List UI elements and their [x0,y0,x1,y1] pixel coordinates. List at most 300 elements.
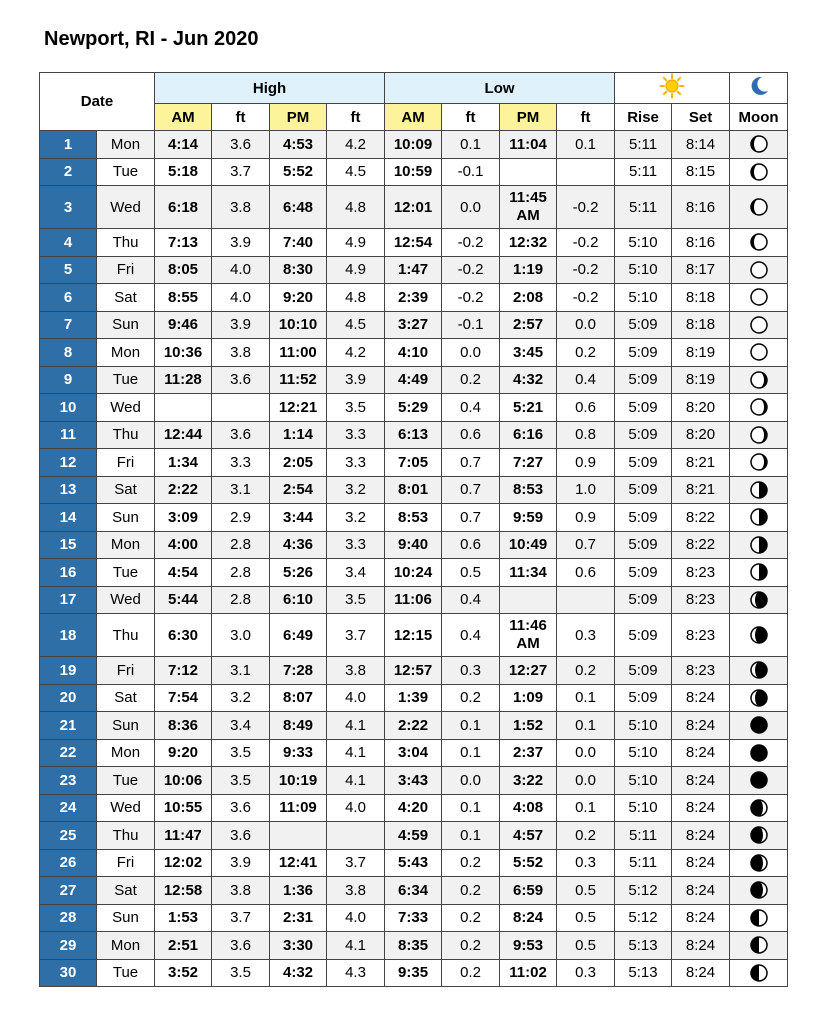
high-pm-height: 3.8 [327,877,385,905]
low-am-height: 0.1 [442,794,500,822]
moon-phase-waxing-crescent-icon [749,232,769,252]
low-pm-time: 5:21 [500,394,557,422]
high-pm-time: 7:40 [270,229,327,257]
high-pm-time: 11:52 [270,366,327,394]
low-am-header: AM [385,104,442,131]
low-pm-time-line: 11:45 [509,189,547,206]
sunrise: 5:09 [615,504,672,532]
table-row [40,158,788,186]
low-pm-height: 0.2 [557,822,615,850]
table-row [40,932,788,960]
low-am-time: 10:09 [385,131,442,159]
sunset: 8:24 [672,932,730,960]
day-of-week: Sun [97,504,155,532]
day-of-week: Tue [97,767,155,795]
moon-phase-waning-crescent-icon [749,452,769,472]
moon-phase-full-icon [749,770,769,790]
low-am-height: 0.6 [442,421,500,449]
low-am-height: 0.6 [442,531,500,559]
low-am-height: 0.7 [442,504,500,532]
high-am-height: 3.5 [212,739,270,767]
sunrise: 5:10 [615,256,672,284]
low-pm-time-suffix: AM [516,635,540,652]
high-am-time: 4:00 [155,531,212,559]
sunset: 8:18 [672,311,730,339]
high-am-time: 12:44 [155,421,212,449]
low-pm-height: 0.0 [557,739,615,767]
high-pm-time: 10:10 [270,311,327,339]
table-row [40,284,788,312]
sunset: 8:15 [672,158,730,186]
table-row [40,449,788,477]
high-pm-time: 1:36 [270,877,327,905]
high-am-height: 3.0 [212,614,270,657]
high-pm-height: 3.2 [327,504,385,532]
sunrise: 5:09 [615,684,672,712]
low-pm-header: PM [500,104,557,131]
high-am-height: 3.6 [212,421,270,449]
low-am-time: 5:29 [385,394,442,422]
sunset: 8:22 [672,504,730,532]
moon-phase [730,794,788,822]
day-of-week: Mon [97,932,155,960]
high-header: High [155,73,385,104]
date-number: 18 [40,614,97,657]
low-am-time: 12:01 [385,186,442,229]
high-pm-time: 12:21 [270,394,327,422]
sunset: 8:16 [672,186,730,229]
high-pm-height: 4.0 [327,794,385,822]
date-number: 21 [40,712,97,740]
low-am-height: -0.2 [442,284,500,312]
sunset: 8:17 [672,256,730,284]
low-am-height: 0.1 [442,131,500,159]
low-am-time: 3:04 [385,739,442,767]
high-am-time: 10:36 [155,339,212,367]
high-am-height: 3.4 [212,712,270,740]
sunset: 8:23 [672,657,730,685]
moon-phase [730,229,788,257]
high-am-height: 3.6 [212,131,270,159]
moon-phase [730,284,788,312]
low-pm-height: 0.1 [557,712,615,740]
low-am-height: -0.2 [442,229,500,257]
low-pm-height: 0.9 [557,504,615,532]
date-number: 23 [40,767,97,795]
low-am-height: 0.2 [442,932,500,960]
high-am-height: 3.6 [212,366,270,394]
high-pm-height: 3.7 [327,849,385,877]
low-pm-time: 10:49 [500,531,557,559]
low-am-time: 9:35 [385,959,442,987]
sunrise: 5:09 [615,531,672,559]
date-number: 17 [40,586,97,614]
day-of-week: Mon [97,739,155,767]
sunrise: 5:09 [615,366,672,394]
moon-phase-waning-crescent-icon [749,370,769,390]
date-number: 1 [40,131,97,159]
low-am-time: 1:39 [385,684,442,712]
low-am-time: 8:53 [385,504,442,532]
moon-phase [730,366,788,394]
moon-phase-waxing-crescent-icon [749,134,769,154]
day-of-week: Wed [97,394,155,422]
moon-phase-waxing-gibbous-icon [749,625,769,645]
high-pm-height: 3.3 [327,421,385,449]
moon-phase [730,712,788,740]
sunrise: 5:11 [615,849,672,877]
low-header: Low [385,73,615,104]
high-am-time: 6:30 [155,614,212,657]
moon-header-icon-cell [730,73,788,104]
high-am-time: 1:53 [155,904,212,932]
sunrise: 5:12 [615,877,672,905]
low-am-time: 12:54 [385,229,442,257]
sunrise: 5:09 [615,311,672,339]
moon-phase [730,822,788,850]
high-pm-time: 10:19 [270,767,327,795]
high-pm-time: 6:49 [270,614,327,657]
high-pm-height: 4.1 [327,932,385,960]
sunset: 8:14 [672,131,730,159]
low-pm-height: 0.1 [557,684,615,712]
low-pm-time: 7:27 [500,449,557,477]
moon-phase-full-icon [749,715,769,735]
sunrise: 5:13 [615,932,672,960]
sunset: 8:24 [672,877,730,905]
high-am-time: 8:36 [155,712,212,740]
low-pm-height: 0.4 [557,366,615,394]
low-am-height: -0.2 [442,256,500,284]
high-am-time: 8:05 [155,256,212,284]
moon-phase [730,849,788,877]
moon-phase [730,158,788,186]
day-of-week: Fri [97,256,155,284]
day-of-week: Sat [97,684,155,712]
sunrise: 5:11 [615,158,672,186]
sunset: 8:22 [672,531,730,559]
high-pm-height: 3.5 [327,586,385,614]
low-pm-height: 0.3 [557,959,615,987]
sunrise: 5:09 [615,449,672,477]
moon-phase-new-icon [749,287,769,307]
date-number: 24 [40,794,97,822]
high-pm-height: 3.9 [327,366,385,394]
moon-phase-first-quarter-icon [749,562,769,582]
low-pm-height: -0.2 [557,256,615,284]
rise-header: Rise [615,104,672,131]
day-of-week: Wed [97,186,155,229]
sunset: 8:21 [672,476,730,504]
day-of-week: Sat [97,284,155,312]
low-pm-time: 9:53 [500,932,557,960]
high-pm-height: 4.8 [327,186,385,229]
moon-phase [730,767,788,795]
high-pm-height: 4.0 [327,684,385,712]
crescent-moon-icon [747,74,771,98]
high-pm-time: 6:48 [270,186,327,229]
sunrise: 5:09 [615,586,672,614]
low-am-time: 12:57 [385,657,442,685]
low-pm-time: 6:59 [500,877,557,905]
low-am-time: 3:43 [385,767,442,795]
high-pm-height: 4.9 [327,256,385,284]
low-pm-time [500,586,557,614]
high-am-height: 3.7 [212,904,270,932]
moon-phase [730,256,788,284]
high-pm-height: 3.4 [327,559,385,587]
high-pm-time: 8:30 [270,256,327,284]
high-pm-height: 4.0 [327,904,385,932]
high-am-time [155,394,212,422]
table-row [40,959,788,987]
moon-phase [730,504,788,532]
sunset: 8:23 [672,614,730,657]
sunset: 8:24 [672,904,730,932]
high-am-time: 5:44 [155,586,212,614]
sunrise: 5:10 [615,229,672,257]
date-number: 5 [40,256,97,284]
sun-header [615,73,730,104]
high-pm-time: 4:36 [270,531,327,559]
day-of-week: Sun [97,311,155,339]
moon-phase-waxing-crescent-icon [749,162,769,182]
low-am-height: 0.2 [442,684,500,712]
moon-phase [730,186,788,229]
date-number: 2 [40,158,97,186]
high-pm-height: 4.2 [327,339,385,367]
high-pm-height: 4.5 [327,158,385,186]
moon-phase-waxing-gibbous-icon [749,688,769,708]
sunset: 8:24 [672,959,730,987]
low-pm-time: 11:34 [500,559,557,587]
high-pm-time: 2:05 [270,449,327,477]
date-number: 28 [40,904,97,932]
sunset: 8:19 [672,339,730,367]
date-number: 9 [40,366,97,394]
low-pm-height: 0.0 [557,767,615,795]
low-pm-time: 5:52 [500,849,557,877]
low-pm-time: 4:32 [500,366,557,394]
high-pm-height: 3.3 [327,531,385,559]
low-am-time: 10:24 [385,559,442,587]
low-am-height: 0.3 [442,657,500,685]
low-am-height: 0.0 [442,186,500,229]
day-of-week: Tue [97,158,155,186]
low-am-time: 9:40 [385,531,442,559]
high-am-height: 3.5 [212,767,270,795]
low-am-height: 0.0 [442,767,500,795]
low-pm-time: 2:37 [500,739,557,767]
sunrise: 5:09 [615,339,672,367]
date-number: 22 [40,739,97,767]
moon-phase [730,531,788,559]
high-am-time: 11:47 [155,822,212,850]
table-row [40,339,788,367]
table-row [40,684,788,712]
low-pm-time: 6:16 [500,421,557,449]
moon-phase-waxing-gibbous-icon [749,590,769,610]
high-am-height [212,394,270,422]
low-pm-time: 11:02 [500,959,557,987]
date-number: 11 [40,421,97,449]
high-am-time: 10:06 [155,767,212,795]
moon-phase-waning-crescent-icon [749,425,769,445]
table-row [40,849,788,877]
low-am-height: 0.0 [442,339,500,367]
sunset: 8:16 [672,229,730,257]
moon-phase [730,586,788,614]
low-pm-time: 1:09 [500,684,557,712]
sunrise: 5:09 [615,476,672,504]
table-row [40,421,788,449]
low-am-height: 0.2 [442,366,500,394]
high-am-time: 7:12 [155,657,212,685]
high-am-time: 9:20 [155,739,212,767]
high-pm-time: 9:33 [270,739,327,767]
table-row [40,767,788,795]
date-number: 7 [40,311,97,339]
low-am-height: -0.1 [442,158,500,186]
moon-phase-waning-gibbous-icon [749,825,769,845]
sunrise: 5:12 [615,904,672,932]
high-am-height: 3.8 [212,877,270,905]
day-of-week: Sun [97,712,155,740]
high-am-time: 11:28 [155,366,212,394]
high-pm-time: 2:31 [270,904,327,932]
low-pm-height: 0.2 [557,657,615,685]
high-pm-time: 8:49 [270,712,327,740]
low-am-time: 10:59 [385,158,442,186]
sunset: 8:19 [672,366,730,394]
low-am-height: 0.2 [442,959,500,987]
high-am-time: 3:52 [155,959,212,987]
high-am-time: 7:13 [155,229,212,257]
high-am-time: 3:09 [155,504,212,532]
date-number: 16 [40,559,97,587]
day-of-week: Tue [97,559,155,587]
low-pm-time: 12:27 [500,657,557,685]
day-of-week: Tue [97,366,155,394]
low-am-time: 4:59 [385,822,442,850]
low-am-time: 11:06 [385,586,442,614]
low-pm-height: 0.3 [557,614,615,657]
low-am-height: 0.1 [442,739,500,767]
sunset: 8:24 [672,712,730,740]
sunrise: 5:10 [615,739,672,767]
low-am-time: 1:47 [385,256,442,284]
moon-phase-last-quarter-icon [749,908,769,928]
moon-phase-waning-gibbous-icon [749,853,769,873]
moon-phase-first-quarter-icon [749,535,769,555]
low-am-height: 0.4 [442,394,500,422]
high-am-height: 3.9 [212,849,270,877]
page-title: Newport, RI - Jun 2020 [44,28,259,50]
high-am-time: 9:46 [155,311,212,339]
high-pm-height: 4.1 [327,712,385,740]
high-am-time: 2:22 [155,476,212,504]
high-pm-time: 4:53 [270,131,327,159]
high-pm-height: 4.2 [327,131,385,159]
high-pm-height: 4.5 [327,311,385,339]
high-am-height: 3.9 [212,311,270,339]
high-am-time: 7:54 [155,684,212,712]
moon-phase [730,877,788,905]
sunset: 8:20 [672,394,730,422]
low-am-height: 0.5 [442,559,500,587]
table-row [40,586,788,614]
high-pm-height: 3.8 [327,657,385,685]
moon-phase-waning-gibbous-icon [749,880,769,900]
high-am-time: 4:14 [155,131,212,159]
sunset: 8:24 [672,767,730,795]
low-pm-time: 12:32 [500,229,557,257]
moon-phase [730,421,788,449]
low-pm-height: -0.2 [557,186,615,229]
high-am-time: 10:55 [155,794,212,822]
table-row [40,531,788,559]
high-pm-time: 2:54 [270,476,327,504]
high-pm-time: 3:44 [270,504,327,532]
sunrise: 5:10 [615,794,672,822]
high-pm-ft-header: ft [327,104,385,131]
moon-phase [730,559,788,587]
sunrise: 5:11 [615,822,672,850]
table-row [40,877,788,905]
date-number: 20 [40,684,97,712]
date-number: 4 [40,229,97,257]
sun-icon [659,73,685,99]
sunrise: 5:09 [615,657,672,685]
day-of-week: Thu [97,822,155,850]
table-row [40,614,788,657]
date-number: 6 [40,284,97,312]
date-number: 27 [40,877,97,905]
day-of-week: Tue [97,959,155,987]
table-row [40,186,788,229]
high-pm-height: 4.9 [327,229,385,257]
day-of-week: Wed [97,794,155,822]
set-header: Set [672,104,730,131]
moon-phase-new-icon [749,342,769,362]
moon-phase [730,932,788,960]
day-of-week: Wed [97,586,155,614]
sunrise: 5:10 [615,712,672,740]
date-number: 26 [40,849,97,877]
high-am-height: 2.8 [212,559,270,587]
sunrise: 5:11 [615,131,672,159]
sunset: 8:24 [672,684,730,712]
high-am-height: 3.1 [212,657,270,685]
low-am-height: 0.4 [442,586,500,614]
sunset: 8:21 [672,449,730,477]
high-pm-height [327,822,385,850]
low-pm-time-line: 11:46 [509,617,547,634]
high-pm-time: 11:00 [270,339,327,367]
moon-phase [730,614,788,657]
low-am-time: 7:33 [385,904,442,932]
moon-phase-first-quarter-icon [749,480,769,500]
high-pm-header: PM [270,104,327,131]
moon-phase [730,339,788,367]
low-am-time: 6:13 [385,421,442,449]
high-am-height: 3.6 [212,822,270,850]
moon-phase [730,684,788,712]
high-am-time: 4:54 [155,559,212,587]
moon-phase-last-quarter-icon [749,935,769,955]
low-pm-time: 2:57 [500,311,557,339]
date-number: 29 [40,932,97,960]
